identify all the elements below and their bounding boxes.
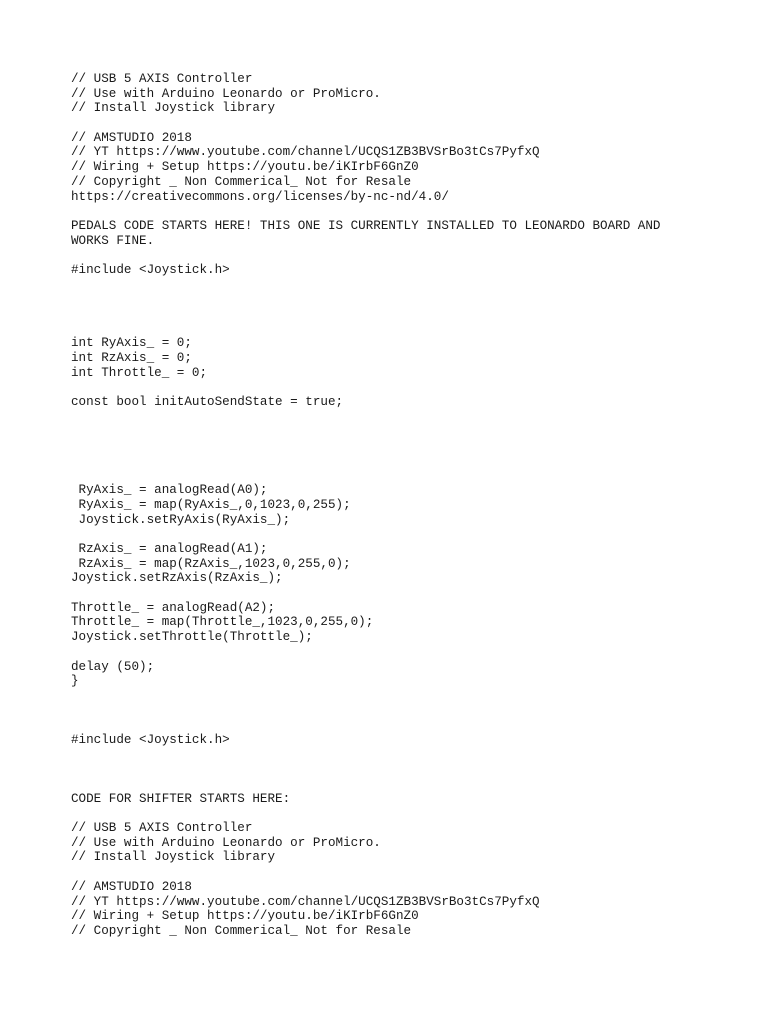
code-line: // AMSTUDIO 2018 — [71, 879, 192, 894]
code-line: // Wiring + Setup https://youtu.be/iKIrbF6GnZ0 — [71, 160, 419, 175]
code-line: Joystick.setThrottle(Throttle_); — [71, 630, 313, 645]
code-line: // Copyright _ Non Commerical_ Not for Resale — [71, 923, 412, 938]
code-line: RzAxis_ = map(RzAxis_,1023,0,255,0); — [71, 556, 351, 571]
code-line: int Throttle_ = 0; — [71, 365, 208, 380]
code-line — [71, 777, 711, 792]
code-line — [71, 527, 711, 542]
code-line: int RzAxis_ = 0; — [71, 351, 192, 366]
code-line: int RyAxis_ = 0; — [71, 336, 192, 351]
code-line: // Use with Arduino Leonardo or ProMicro. — [71, 835, 381, 850]
code-line — [71, 410, 711, 425]
code-line: } — [71, 674, 79, 689]
code-line: RzAxis_ = analogRead(A1); — [71, 542, 268, 556]
code-line: // YT https://www.youtube.com/channel/UCQS1ZB3BVSrBo3tCs7PyfxQ — [71, 894, 540, 909]
code-line: https://creativecommons.org/licenses/by-nc-nd/4.0/ — [71, 189, 449, 204]
code-line — [71, 454, 711, 469]
code-line: WORKS FINE. — [71, 233, 155, 248]
code-line — [71, 322, 711, 337]
code-document — [71, 72, 711, 939]
code-line — [71, 439, 711, 454]
code-line — [71, 704, 711, 719]
code-line — [71, 292, 711, 307]
code-line — [71, 307, 711, 322]
code-line — [71, 718, 711, 733]
code-line — [71, 762, 711, 777]
code-line — [71, 865, 711, 880]
code-line: const bool initAutoSendState = true; — [71, 395, 344, 410]
code-line — [71, 748, 711, 763]
code-line: // USB 5 AXIS Controller — [71, 821, 253, 836]
code-line — [71, 204, 711, 219]
code-line: Joystick.setRzAxis(RzAxis_); — [71, 571, 283, 586]
code-line: // YT https://www.youtube.com/channel/UCQS1ZB3BVSrBo3tCs7PyfxQ — [71, 145, 540, 160]
code-line — [71, 469, 711, 484]
code-line — [71, 380, 711, 395]
code-line — [71, 806, 711, 821]
code-line: // Install Joystick library — [71, 101, 276, 116]
code-line: delay (50); — [71, 659, 155, 674]
code-line — [71, 689, 711, 704]
code-line: Throttle_ = map(Throttle_,1023,0,255,0); — [71, 615, 374, 630]
code-line: Throttle_ = analogRead(A2); — [71, 600, 276, 615]
code-line: #include <Joystick.h> — [71, 732, 230, 747]
code-line: RyAxis_ = map(RyAxis_,0,1023,0,255); — [71, 497, 351, 512]
code-line: Joystick.setRyAxis(RyAxis_); — [71, 512, 291, 527]
code-line: CODE FOR SHIFTER STARTS HERE: — [71, 791, 291, 806]
code-line: // USB 5 AXIS Controller — [71, 72, 253, 86]
code-line: // Install Joystick library — [71, 850, 276, 865]
code-line — [71, 645, 711, 660]
code-line: #include <Joystick.h> — [71, 262, 230, 277]
code-line — [71, 116, 711, 131]
code-line — [71, 425, 711, 440]
code-line: // Wiring + Setup https://youtu.be/iKIrbF6GnZ0 — [71, 909, 419, 924]
code-line: // Copyright _ Non Commerical_ Not for Resale — [71, 174, 412, 189]
code-line — [71, 586, 711, 601]
code-line — [71, 278, 711, 293]
code-line: // AMSTUDIO 2018 — [71, 130, 192, 145]
code-line: PEDALS CODE STARTS HERE! THIS ONE IS CURRENTLY INSTALLED TO LEONARDO BOARD AND — [71, 218, 661, 233]
code-line: // Use with Arduino Leonardo or ProMicro. — [71, 86, 381, 101]
code-line — [71, 248, 711, 263]
code-line: RyAxis_ = analogRead(A0); — [71, 483, 268, 498]
